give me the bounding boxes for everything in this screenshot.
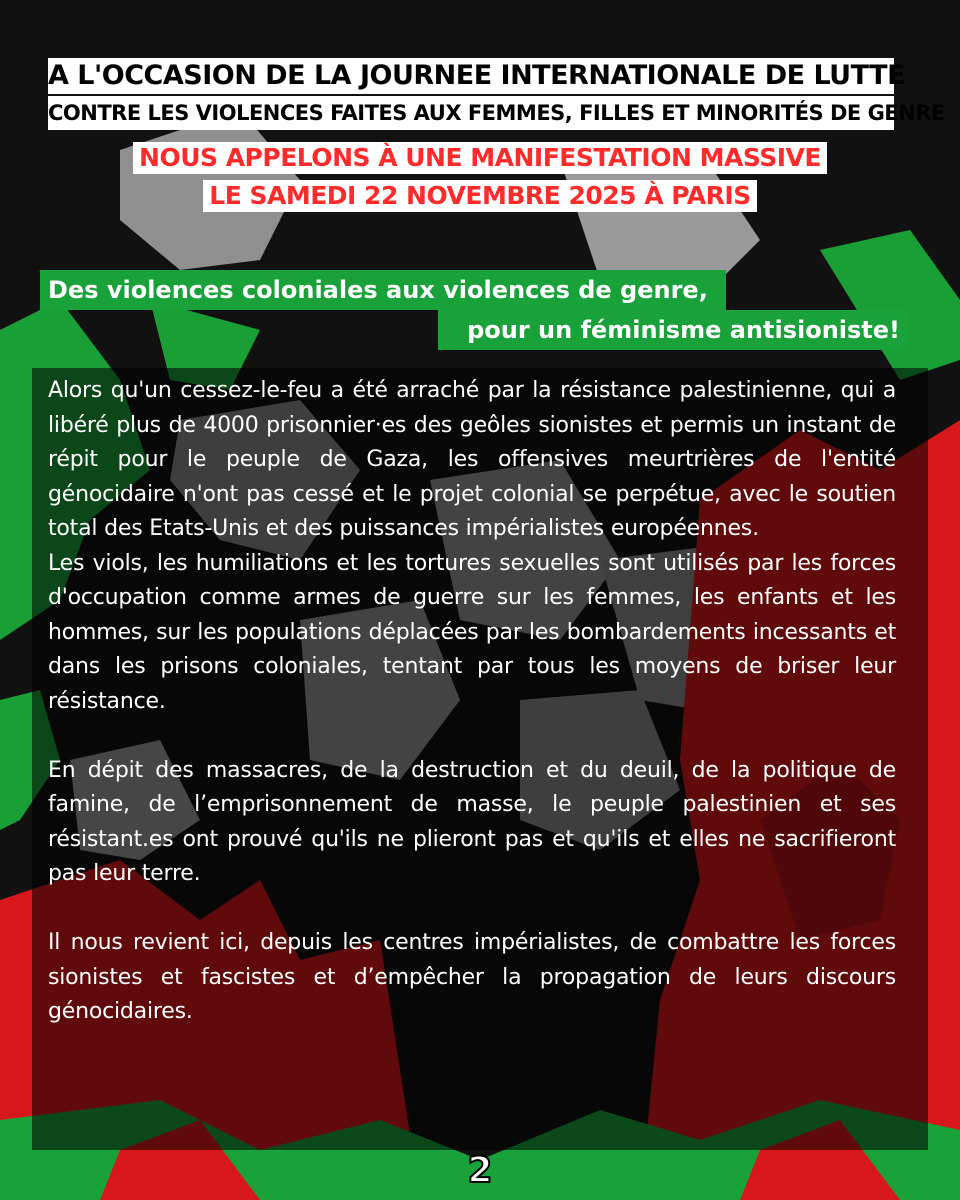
call-line-2 xyxy=(0,180,960,212)
body-text xyxy=(48,374,896,1030)
call-line-1-text: NOUS APPELONS À UNE MANIFESTATION MASSIVE xyxy=(133,142,827,174)
header-line-2: CONTRE LES VIOLENCES FAITES AUX FEMMES, FILLES ET MINORITÉS DE GENRE xyxy=(48,96,894,130)
page-number: 2 xyxy=(467,1150,493,1191)
header-line-1: A L'OCCASION DE LA JOURNEE INTERNATIONALE DE LUTTE xyxy=(48,58,894,94)
paragraph-3: En dépit des massacres, de la destruction et du deuil, de la politique de famine, de l’emprisonnement de masse, le peuple palestinien et ses résistant.es ont prouvé qu'ils ne plieront pas et qu'ils et elles ne sacrifieront pas leur terre. xyxy=(48,757,896,886)
slogan-line-2: pour un féminisme antisioniste! xyxy=(438,310,908,350)
slogan-line-1: Des violences coloniales aux violences de genre, xyxy=(40,270,726,310)
paragraph-4: Il nous revient ici, depuis les centres impérialistes, de combattre les forces sionistes et fascistes et d’empêcher la propagation de leurs discours génocidaires. xyxy=(48,930,896,1024)
call-line-2-text: LE SAMEDI 22 NOVEMBRE 2025 À PARIS xyxy=(203,180,756,212)
paragraph-2: Les viols, les humiliations et les tortures sexuelles sont utilisés par les forces d'occupation comme armes de guerre sur les femmes, les enfants et les hommes, sur les populations déplacées par les bombardements incessants et dans les prisons coloniales, tentant par tous les moyens de briser leur résistance. xyxy=(48,550,896,714)
paragraph-1: Alors qu'un cessez-le-feu a été arraché par la résistance palestinienne, qui a libéré plus de 4000 prisonnier·es des geôles sionistes et permis un instant de répit pour le peuple de Gaza, les offensives meurtrières de l'entité génocidaire n'ont pas cessé et le projet colonial se perpétue, avec le soutien total des Etats-Unis et des puissances impérialistes européennes. xyxy=(48,378,896,541)
call-line-1 xyxy=(0,142,960,174)
